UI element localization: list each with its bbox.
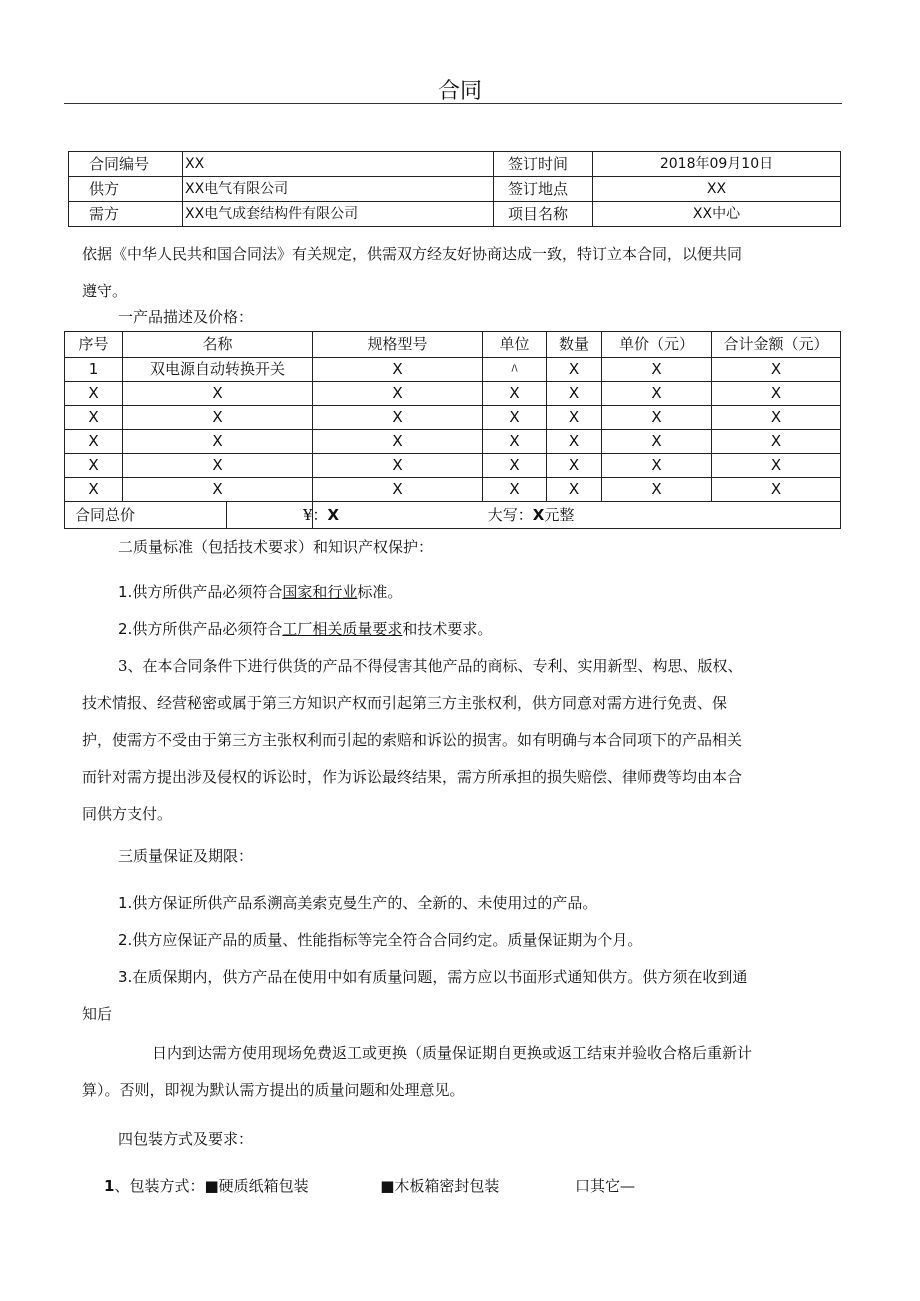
contract-no-value: XX xyxy=(183,152,494,177)
header-cell: 规格型号 xyxy=(313,332,483,358)
header-cell: 名称 xyxy=(123,332,313,358)
table-cell: X xyxy=(547,478,602,502)
s2-item-3 xyxy=(82,648,842,833)
table-cell: X xyxy=(483,478,547,502)
section-1-heading: 一产品描述及价格： xyxy=(118,308,254,326)
table-cell: X xyxy=(483,454,547,478)
total-caps-label: 大写： xyxy=(487,505,533,524)
title-divider xyxy=(64,103,842,104)
total-yen-value: X xyxy=(327,505,340,524)
table-row xyxy=(65,454,841,478)
s2-item-1 xyxy=(118,574,878,611)
checkbox-empty-icon: 口 xyxy=(574,1177,590,1195)
paragraph-line xyxy=(82,959,842,996)
item-text: .供方应保证产品的质量、性能指标等完全符合合同约定。质量保证期为个月。 xyxy=(127,931,643,949)
sign-place-label: 签订地点 xyxy=(494,177,593,202)
item-text: .在质保期内，供方产品在使用中如有质量问题，需方应以书面形式通知供方。供方须在收到通 xyxy=(127,968,748,986)
table-row xyxy=(65,358,841,382)
s3-item-3 xyxy=(82,959,842,1033)
table-cell: 1 xyxy=(65,358,123,382)
item-text: 标准。 xyxy=(357,583,403,601)
header-cell: 合计金额（元） xyxy=(712,332,841,358)
item-number: 1 xyxy=(118,583,128,601)
section-2-heading: 二质量标准（包括技术要求）和知识产权保护： xyxy=(118,538,434,556)
page-title: 合同 xyxy=(437,79,482,104)
packaging-option: 硬质纸箱包装 xyxy=(218,1177,309,1195)
table-cell: X xyxy=(483,406,547,430)
table-cell: X xyxy=(602,430,712,454)
item-text: .供方保证所供产品系溯高美索克曼生产的、全新的、未使用过的产品。 xyxy=(127,894,598,912)
table-row xyxy=(65,406,841,430)
total-yen-label: ¥： xyxy=(303,505,328,524)
table-cell: X xyxy=(65,406,123,430)
supplier-label: 供方 xyxy=(69,177,183,202)
contract-info-table xyxy=(68,151,841,227)
item-text: 和技术要求。 xyxy=(402,620,493,638)
contract-no-label: 合同编号 xyxy=(69,152,183,177)
table-cell: X xyxy=(313,478,483,502)
table-cell: X xyxy=(313,382,483,406)
table-cell: X xyxy=(313,454,483,478)
section-4-heading: 四包装方式及要求： xyxy=(118,1130,254,1148)
table-cell: X xyxy=(313,358,483,382)
paragraph-line: 技术情报、经营秘密或属于第三方知识产权而引起第三方主张权利，供方同意对需方进行免责、保 xyxy=(82,694,728,712)
table-cell: X xyxy=(123,478,313,502)
table-cell: X xyxy=(123,454,313,478)
s2-item-2 xyxy=(118,611,878,648)
paragraph-line: 日内到达需方使用现场免费返工或更换（质量保证期自更换或返工结束并验收合格后重新计 xyxy=(152,1044,753,1062)
total-yen xyxy=(303,505,423,524)
table-cell: X xyxy=(602,454,712,478)
table-cell: X xyxy=(602,406,712,430)
paragraph-line: 护，使需方不受由于第三方主张权利而引起的索赔和诉讼的损害。如有明确与本合同项下的产品相关 xyxy=(82,731,743,749)
product-table-header xyxy=(65,332,841,358)
table-cell: X xyxy=(123,382,313,406)
total-caps xyxy=(487,505,575,524)
item-underlined: 国家和行业 xyxy=(282,583,358,601)
table-cell: X xyxy=(712,358,841,382)
table-cell: X xyxy=(65,454,123,478)
table-cell: X xyxy=(483,382,547,406)
item-number: 1 xyxy=(118,894,128,912)
header-cell: 数量 xyxy=(547,332,602,358)
table-row xyxy=(65,430,841,454)
buyer-value: XX电气成套结构件有限公司 xyxy=(183,202,494,227)
table-cell: X xyxy=(123,430,313,454)
packaging-label: 、包装方式： xyxy=(114,1177,205,1195)
table-cell: X xyxy=(547,430,602,454)
table-row xyxy=(65,382,841,406)
total-label-cell xyxy=(65,502,313,529)
paragraph-line: 而针对需方提出涉及侵权的诉讼时，作为诉讼最终结果，需方所承担的损失赔偿、律师费等均由本合 xyxy=(82,768,743,786)
sign-time-label: 签订时间 xyxy=(494,152,593,177)
product-table xyxy=(64,331,841,529)
project-label: 项目名称 xyxy=(494,202,593,227)
paragraph-line: 知后 xyxy=(82,1005,113,1023)
item-number: 1 xyxy=(104,1177,115,1195)
table-cell: X xyxy=(712,478,841,502)
header-cell: 序号 xyxy=(65,332,123,358)
s3-item-1 xyxy=(118,885,878,922)
header-cell: 单位 xyxy=(483,332,547,358)
item-number: 2 xyxy=(118,931,128,949)
item-number: 2 xyxy=(118,620,128,638)
item-number: 3 xyxy=(118,968,128,986)
s3-item-2 xyxy=(118,922,878,959)
sign-time-value: 2018年09月10日 xyxy=(593,152,841,177)
total-label: 合同总价 xyxy=(65,502,227,528)
sign-place-value: XX xyxy=(593,177,841,202)
paragraph-line: 算）。否则，即视为默认需方提出的质量问题和处理意见。 xyxy=(82,1081,465,1099)
table-cell: X xyxy=(712,430,841,454)
total-caps-value: X xyxy=(532,505,545,524)
table-cell: X xyxy=(602,478,712,502)
packaging-line xyxy=(104,1168,864,1205)
checkbox-checked-icon: ■ xyxy=(204,1177,219,1195)
table-cell: X xyxy=(712,454,841,478)
packaging-option: 其它— xyxy=(590,1177,636,1195)
intro-line: 遵守。 xyxy=(82,282,128,300)
table-cell: X xyxy=(547,454,602,478)
table-cell: X xyxy=(65,382,123,406)
total-caps-suffix: 元整 xyxy=(544,505,575,524)
buyer-label: 需方 xyxy=(69,202,183,227)
item-text: .供方所供产品必须符合 xyxy=(127,620,283,638)
checkbox-checked-icon: ■ xyxy=(380,1177,395,1195)
project-value: XX中心 xyxy=(593,202,841,227)
table-cell: X xyxy=(65,478,123,502)
table-cell: X xyxy=(547,382,602,406)
table-cell: X xyxy=(483,430,547,454)
intro-line: 依据《中华人民共和国合同法》有关规定，供需双方经友好协商达成一致，特订立本合同，以便共同 xyxy=(82,245,743,263)
table-cell: X xyxy=(602,358,712,382)
table-cell: X xyxy=(547,358,602,382)
table-cell: X xyxy=(712,382,841,406)
item-text: .供方所供产品必须符合 xyxy=(127,583,283,601)
table-cell: X xyxy=(712,406,841,430)
table-cell: X xyxy=(65,430,123,454)
table-cell: X xyxy=(313,406,483,430)
table-row xyxy=(65,478,841,502)
supplier-value: XX电气有限公司 xyxy=(183,177,494,202)
header-cell: 单价（元） xyxy=(602,332,712,358)
paragraph-line: 同供方支付。 xyxy=(82,805,173,823)
table-cell: 双电源自动转换开关 xyxy=(123,358,313,382)
paragraph-line: 3、在本合同条件下进行供货的产品不得侵害其他产品的商标、专利、实用新型、构思、版权、 xyxy=(118,657,743,675)
total-row xyxy=(65,502,841,529)
table-cell: X xyxy=(123,406,313,430)
packaging-option: 木板箱密封包装 xyxy=(394,1177,500,1195)
section-3-heading: 三质量保证及期限： xyxy=(118,847,254,865)
s3-item-3-cont xyxy=(82,1035,842,1109)
table-cell: X xyxy=(547,406,602,430)
table-cell: X xyxy=(602,382,712,406)
item-underlined: 工厂相关质量要求 xyxy=(282,620,403,638)
table-cell: /\ xyxy=(483,358,547,382)
total-value-cell xyxy=(303,502,841,529)
table-cell: X xyxy=(313,430,483,454)
